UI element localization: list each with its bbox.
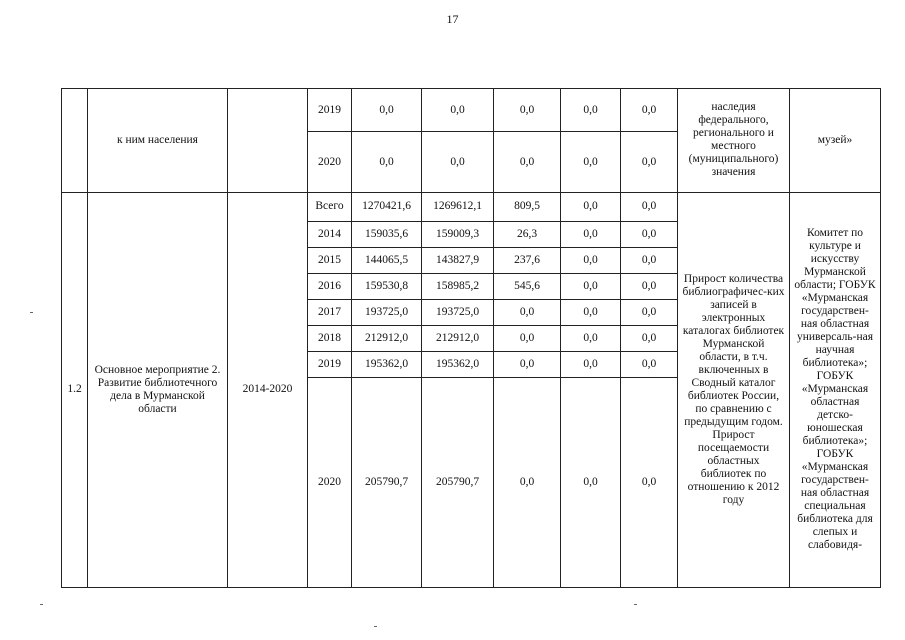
year-cell: 2014 [308,222,352,248]
row-number-cell: 1.2 [62,192,88,587]
year-cell: 2020 [308,378,352,588]
regional-budget-cell: 143827,9 [422,248,494,274]
other-sources-cell: 0,0 [621,248,678,274]
year-cell: 2016 [308,274,352,299]
total-cell: 159035,6 [352,222,422,248]
total-cell: 159530,8 [352,274,422,299]
other-sources-cell: 0,0 [621,132,678,192]
local-budget-cell: 0,0 [561,248,621,274]
federal-budget-cell: 0,0 [494,352,561,378]
other-sources-cell: 0,0 [621,89,678,132]
local-budget-cell: 0,0 [561,274,621,299]
regional-budget-cell: 159009,3 [422,222,494,248]
local-budget-cell: 0,0 [561,325,621,351]
total-cell: 144065,5 [352,248,422,274]
period-cell: 2014-2020 [228,192,308,587]
regional-budget-cell: 0,0 [422,132,494,192]
executor-cell: музей» [790,89,881,193]
regional-budget-cell: 158985,2 [422,274,494,299]
indicator-cell: наследия федерального, регионального и местного (муниципального) значения [678,89,790,193]
federal-budget-cell: 0,0 [494,299,561,325]
other-sources-cell: 0,0 [621,299,678,325]
local-budget-cell: 0,0 [561,222,621,248]
page-number: 17 [446,12,459,26]
total-cell: 205790,7 [352,378,422,588]
total-cell: 0,0 [352,89,422,132]
local-budget-cell: 0,0 [561,89,621,132]
local-budget-cell: 0,0 [561,132,621,192]
local-budget-cell: 0,0 [561,192,621,221]
local-budget-cell: 0,0 [561,352,621,378]
period-cell [228,89,308,193]
year-cell: 2019 [308,352,352,378]
regional-budget-cell: 212912,0 [422,325,494,351]
local-budget-cell: 0,0 [561,299,621,325]
other-sources-cell: 0,0 [621,222,678,248]
task-cell: к ним населения [88,89,228,193]
regional-budget-cell: 0,0 [422,89,494,132]
other-sources-cell: 0,0 [621,378,678,588]
year-cell: 2018 [308,325,352,351]
other-sources-cell: 0,0 [621,325,678,351]
indicator-cell: Прирост количества библиографичес-ких записей в электронных каталогах библиотек Мурманской области, в т.ч. включенных в Сводный каталог библиотек России, по сравнению с предыдущим годом. Прирост посещаемости областных библиотек по отношению к 2012 году [678,192,790,587]
year-cell: 2015 [308,248,352,274]
scan-mark [374,626,377,627]
total-cell: 195362,0 [352,352,422,378]
activity-name-cell: Основное мероприятие 2. Развитие библиотечного дела в Мурманской области [88,192,228,587]
year-cell: 2017 [308,299,352,325]
total-cell: 193725,0 [352,299,422,325]
federal-budget-cell: 26,3 [494,222,561,248]
program-table [61,88,881,588]
federal-budget-cell: 0,0 [494,89,561,132]
local-budget-cell: 0,0 [561,378,621,588]
other-sources-cell: 0,0 [621,274,678,299]
federal-budget-cell: 0,0 [494,378,561,588]
table-row [62,192,881,221]
total-cell: 0,0 [352,132,422,192]
regional-budget-cell: 193725,0 [422,299,494,325]
executor-cell: Комитет по культуре и искусству Мурманской области; ГОБУК «Мурманская государствен-ная областная универсаль-ная научная библиотека»; ГОБУК «Мурманская областная детско-юношеская библиотека»; ГОБУК «Мурманская государствен-ная областная специальная библиотека для слепых и слабовидя- [790,192,881,587]
year-cell: 2019 [308,89,352,132]
scan-mark [634,604,637,605]
regional-budget-cell: 1269612,1 [422,192,494,221]
federal-budget-cell: 809,5 [494,192,561,221]
scan-mark [30,312,33,313]
federal-budget-cell: 0,0 [494,132,561,192]
row-number-cell [62,89,88,193]
table-row [62,89,881,132]
federal-budget-cell: 0,0 [494,325,561,351]
regional-budget-cell: 195362,0 [422,352,494,378]
scan-mark [40,604,43,605]
federal-budget-cell: 237,6 [494,248,561,274]
federal-budget-cell: 545,6 [494,274,561,299]
total-cell: 1270421,6 [352,192,422,221]
regional-budget-cell: 205790,7 [422,378,494,588]
year-cell: Всего [308,192,352,221]
total-cell: 212912,0 [352,325,422,351]
year-cell: 2020 [308,132,352,192]
other-sources-cell: 0,0 [621,352,678,378]
other-sources-cell: 0,0 [621,192,678,221]
